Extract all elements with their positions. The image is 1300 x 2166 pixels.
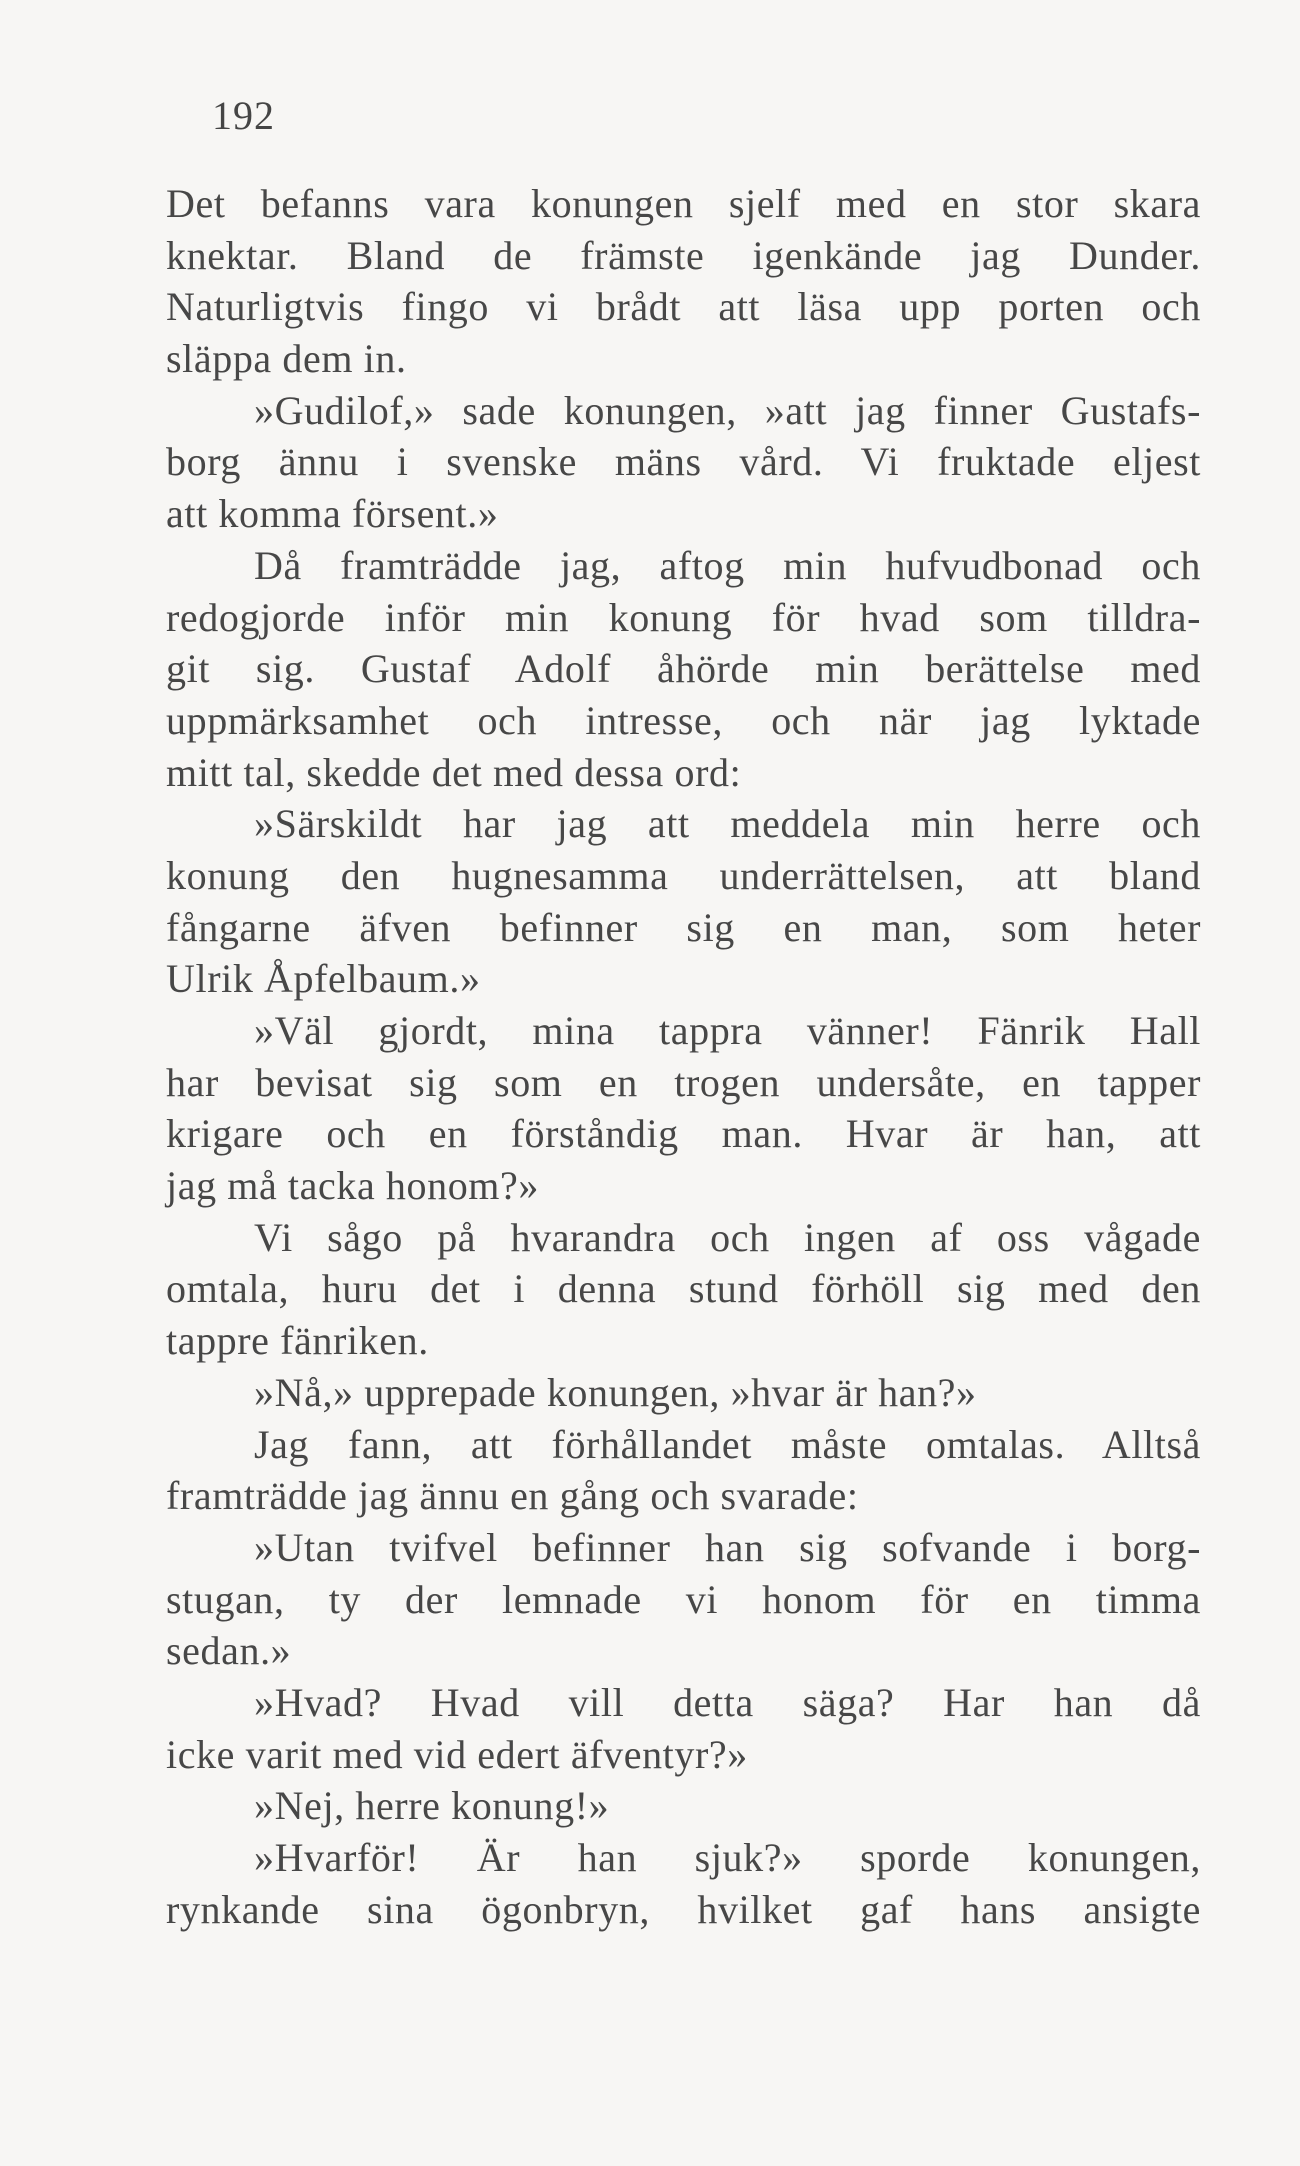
text-line: framträdde jag ännu en gång och svarade: [166, 1473, 859, 1519]
text-line: Vi sågo på hvarandra och ingen af oss vågade [254, 1214, 1201, 1260]
text-line: att komma försent.» [166, 491, 499, 537]
text-line: uppmärksamhet och intresse, och när jag lyktade [166, 697, 1201, 743]
text-line: Ulrik Åpfelbaum.» [166, 956, 481, 1002]
text-line: krigare och en förståndig man. Hvar är han, att [166, 1111, 1201, 1157]
text-line: »Hvad? Hvad vill detta säga? Har han då [254, 1679, 1201, 1725]
text-line: konung den hugnesamma underrättelsen, att bland [166, 852, 1201, 898]
text-line: »Nå,» upprepade konungen, »hvar är han?» [254, 1369, 977, 1415]
text-line: stugan, ty der lemnade vi honom för en timma [166, 1576, 1201, 1622]
text-line: Naturligtvis fingo vi brådt att läsa upp porten och [166, 284, 1201, 330]
text-line: »Hvarför! Är han sjuk?» sporde konungen, [254, 1835, 1201, 1880]
text-line: »Utan tvifvel befinner han sig sofvande i borg- [254, 1524, 1201, 1570]
page-number: 192 [212, 93, 275, 138]
text-line: »Nej, herre konung!» [254, 1783, 610, 1829]
text-line: redogjorde inför min konung för hvad som tilldra- [166, 594, 1201, 640]
text-line: rynkande sina ögonbryn, hvilket gaf hans ansigte [166, 1886, 1201, 1932]
text-line: »Gudilof,» sade konungen, »att jag finner Gustafs- [254, 387, 1201, 433]
text-line: git sig. Gustaf Adolf åhörde min berättelse med [166, 646, 1201, 692]
text-line: mitt tal, skedde det med dessa ord: [166, 749, 742, 795]
text-line: Då framträdde jag, aftog min hufvudbonad och [254, 542, 1201, 588]
text-line: tappre fänriken. [166, 1318, 429, 1364]
text-line: sedan.» [166, 1628, 292, 1674]
text-line: icke varit med vid edert äfventyr?» [166, 1731, 748, 1777]
text-line: »Väl gjordt, mina tappra vänner! Fänrik Hall [254, 1008, 1201, 1053]
text-line: Jag fann, att förhållandet måste omtalas. Alltså [254, 1421, 1201, 1467]
body-text [166, 178, 1201, 1935]
text-line: »Särskildt har jag att meddela min herre och [254, 801, 1201, 847]
text-line: släppa dem in. [166, 336, 407, 382]
text-line: jag må tacka honom?» [166, 1163, 539, 1209]
text-line: omtala, huru det i denna stund förhöll sig med den [166, 1266, 1201, 1312]
text-line: Det befanns vara konungen sjelf med en stor skara [166, 181, 1201, 226]
text-line: borg ännu i svenske mäns vård. Vi fruktade eljest [166, 439, 1201, 485]
text-line: fångarne äfven befinner sig en man, som heter [166, 904, 1201, 950]
text-line: knektar. Bland de främste igenkände jag Dunder. [166, 232, 1201, 278]
text-line: har bevisat sig som en trogen undersåte, en tapper [166, 1059, 1201, 1105]
